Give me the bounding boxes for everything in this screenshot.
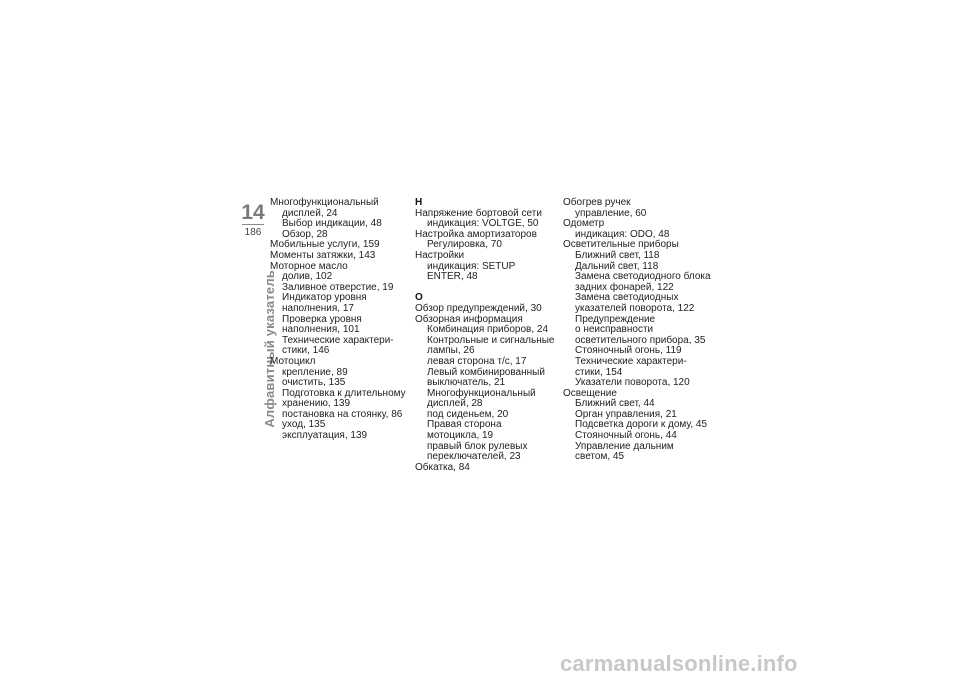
index-subentry: Ближний свет, 44 <box>575 398 655 410</box>
section-title: Алфавитный указатель <box>262 270 277 428</box>
index-letter-heading: О <box>415 292 423 304</box>
index-subentry: Замена светодиодных <box>575 292 679 304</box>
index-entry: Многофункциональный <box>270 197 379 208</box>
index-subentry: эксплуатация, 139 <box>282 430 368 442</box>
index-subentry: Указатели поворота, 120 <box>575 377 690 389</box>
index-entry: Обзор предупреждений, 30 <box>415 302 542 314</box>
index-entry: Одометр <box>563 218 605 230</box>
index-subentry: указателей поворота, 122 <box>575 302 695 314</box>
index-subentry: очистить, 135 <box>282 377 346 389</box>
index-subentry: Подсветка дороги к дому, 45 <box>575 419 708 431</box>
index-subentry: Подготовка к длительному <box>282 387 406 399</box>
index-subentry: наполнения, 101 <box>282 324 360 336</box>
index-subentry: Технические характери- <box>575 355 687 367</box>
index-letter-heading: Н <box>415 197 423 208</box>
index-subentry: Многофункциональный <box>427 387 536 399</box>
index-subentry: Технические характери- <box>282 334 394 346</box>
index-column-2 <box>415 198 565 473</box>
spacer <box>415 283 565 294</box>
index-subentry: Орган управления, 21 <box>575 408 677 420</box>
index-column-3 <box>563 198 713 463</box>
index-entry: Обзорная информация <box>415 313 523 325</box>
index-subentry: управление, 60 <box>575 207 647 219</box>
index-entry: Настройки <box>415 249 465 261</box>
index-subentry: Комбинация приборов, 24 <box>427 324 549 336</box>
index-entry: Осветительные приборы <box>563 239 679 251</box>
index-entry: Моменты затяжки, 143 <box>270 249 376 261</box>
index-subentry: уход, 135 <box>282 419 326 431</box>
index-subentry: Предупреждение <box>575 313 656 325</box>
index-subentry: Выбор индикации, 48 <box>282 218 382 230</box>
index-entry: Освещение <box>563 387 617 399</box>
chapter-rule <box>242 224 264 225</box>
index-subentry: о неисправности <box>575 324 654 336</box>
index-subentry: Индикатор уровня <box>282 292 367 304</box>
index-entry: Обогрев ручек <box>563 197 631 208</box>
index-subentry: дисплей, 24 <box>282 207 338 219</box>
index-subentry: задних фонарей, 122 <box>575 281 674 293</box>
index-subentry: выключатель, 21 <box>427 377 506 389</box>
index-subentry: дисплей, 28 <box>427 398 483 410</box>
index-subentry: мотоцикла, 19 <box>427 430 494 442</box>
watermark: carmanualsonline.info <box>560 651 798 676</box>
index-subentry: Замена светодиодного блока <box>575 271 711 283</box>
index-subentry: хранению, 139 <box>282 398 351 410</box>
index-subentry: переключателей, 23 <box>427 451 521 463</box>
index-subentry: осветительного прибора, 35 <box>575 334 706 346</box>
index-subentry: индикация: VOLTGE, 50 <box>427 218 539 230</box>
index-subentry: под сиденьем, 20 <box>427 408 509 420</box>
page-number: 186 <box>244 227 262 238</box>
index-subentry: индикация: ODO, 48 <box>575 228 670 240</box>
index-subentry: ENTER, 48 <box>427 271 478 283</box>
index-subentry: Ближний свет, 118 <box>575 249 660 261</box>
index-subentry: наполнения, 17 <box>282 302 354 314</box>
index-entry: Напряжение бортовой сети <box>415 207 542 219</box>
index-subentry: постановка на стоянку, 86 <box>282 408 403 420</box>
index-subentry: правый блок рулевых <box>427 440 528 452</box>
index-entry: Мотоцикл <box>270 355 316 367</box>
index-subentry: Управление дальним <box>575 440 674 452</box>
index-subentry: Стояночный огонь, 119 <box>575 345 682 357</box>
index-column-1 <box>270 198 420 442</box>
index-subentry: крепление, 89 <box>282 366 348 378</box>
index-entry: Настройка амортизаторов <box>415 228 537 240</box>
index-subentry: долив, 102 <box>282 271 333 283</box>
index-subentry: Стояночный огонь, 44 <box>575 430 677 442</box>
index-subentry: Контрольные и сигнальные <box>427 334 555 346</box>
index-subentry: Правая сторона <box>427 419 502 431</box>
index-subentry: лампы, 26 <box>427 345 475 357</box>
index-subentry: Проверка уровня <box>282 313 362 325</box>
index-subentry: Регулировка, 70 <box>427 239 502 251</box>
index-subentry: стики, 146 <box>282 345 330 357</box>
index-subentry: Левый комбинированный <box>427 366 545 378</box>
index-entry: Мобильные услуги, 159 <box>270 239 380 251</box>
index-subentry: стики, 154 <box>575 366 623 378</box>
index-subentry: левая сторона т/с, 17 <box>427 355 527 367</box>
chapter-number: 14 <box>241 201 265 224</box>
index-entry: Обкатка, 84 <box>415 461 470 473</box>
index-subentry: Обзор, 28 <box>282 228 328 240</box>
index-subentry: Дальний свет, 118 <box>575 260 659 272</box>
index-subentry: Заливное отверстие, 19 <box>282 281 394 293</box>
index-subentry: индикация: SETUP <box>427 260 516 272</box>
index-entry: Моторное масло <box>270 260 348 272</box>
index-subentry: светом, 45 <box>575 451 625 463</box>
